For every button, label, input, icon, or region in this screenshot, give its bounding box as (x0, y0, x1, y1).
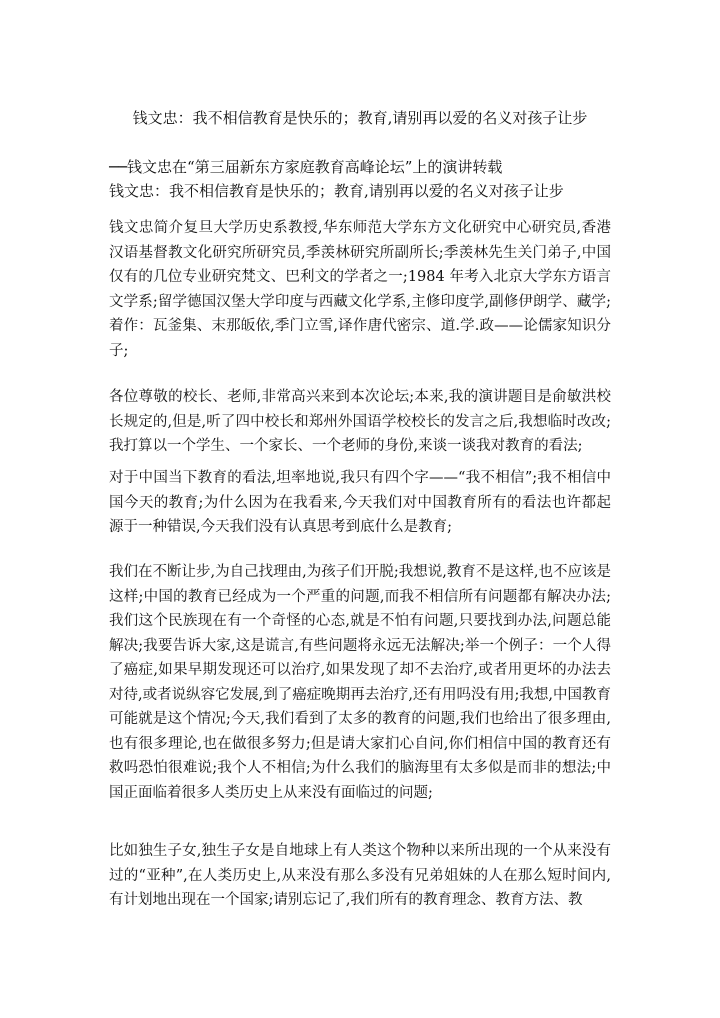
paragraph-only-child: 比如独生子女,独生子女是自地球上有人类这个物种以来所出现的一个从来没有过的“亚种”,在人类历史上,从来没有那么多没有兄弟姐妹的人在那么短时间内,有计划地出现在一个国家;请别忘记了,我们所有的教育理念、教育方法、教 (109, 843, 611, 908)
paragraph-bio: 钱文忠简介复旦大学历史系教授,华东师范大学东方文化研究中心研究员,香港汉语基督教文化研究所研究员,季羡林研究所副所长;季羡林先生关门弟子,中国仅有的几位专业研究梵文、巴利文的学者之一;1984 年考入北京大学东方语言文学系;留学德国汉堡大学印度与西藏文化学系,主修印度学,副修伊朗学、藏学;着作：瓦釜集、末那皈依,季门立雪,译作唐代密宗、道.学.政——论儒家知识分子; (109, 220, 611, 359)
document-title: 钱文忠：我不相信教育是快乐的；教育,请别再以爱的名义对孩子让步 (132, 109, 588, 127)
paragraph-concession: 我们在不断让步,为自己找理由,为孩子们开脱;我想说,教育不是这样,也不应该是这样;中国的教育已经成为一个严重的问题,而我不相信所有问题都有解决办法;我们这个民族现在有一个奇怪的心态,就是不怕有问题,只要找到办法,问题总能解决;我要告诉大家,这是谎言,有些问题将永远无法解决;举一个例子：一个人得了癌症,如果早期发现还可以治疗,如果发现了却不去治疗,或者用更坏的办法去对待,或者说纵容它发展,到了癌症晚期再去治疗,还有用吗没有用;我想,中国教育可能就是这个情况;今天,我们看到了太多的教育的问题,我们也给出了很多理由,也有很多理论,也在做很多努力;但是请大家扪心自问,你们相信中国的教育还有救吗恐怕很难说;我个人不相信;为什么我们的脑海里有太多似是而非的想法;中国正面临着很多人类历史上从来没有面临过的问题; (109, 564, 611, 801)
paragraph-greeting: 各位尊敬的校长、老师,非常高兴来到本次论坛;本来,我的演讲题目是俞敏洪校长规定的,但是,听了四中校长和郑州外国语学校校长的发言之后,我想临时改改;我打算以一个学生、一个家长、一个老师的身份,来谈一谈我对教育的看法; (109, 389, 611, 454)
source-line: ──钱文忠在“第三届新东方家庭教育高峰论坛”上的演讲转载 (109, 158, 503, 176)
paragraph-view: 对于中国当下教育的看法,坦率地说,我只有四个字——“我不相信”;我不相信中国今天的教育;为什么因为在我看来,今天我们对中国教育所有的看法也许都起源于一种错误,今天我们没有认真思考到底什么是教育; (109, 470, 611, 535)
repeat-title: 钱文忠：我不相信教育是快乐的；教育,请别再以爱的名义对孩子让步 (109, 182, 564, 200)
